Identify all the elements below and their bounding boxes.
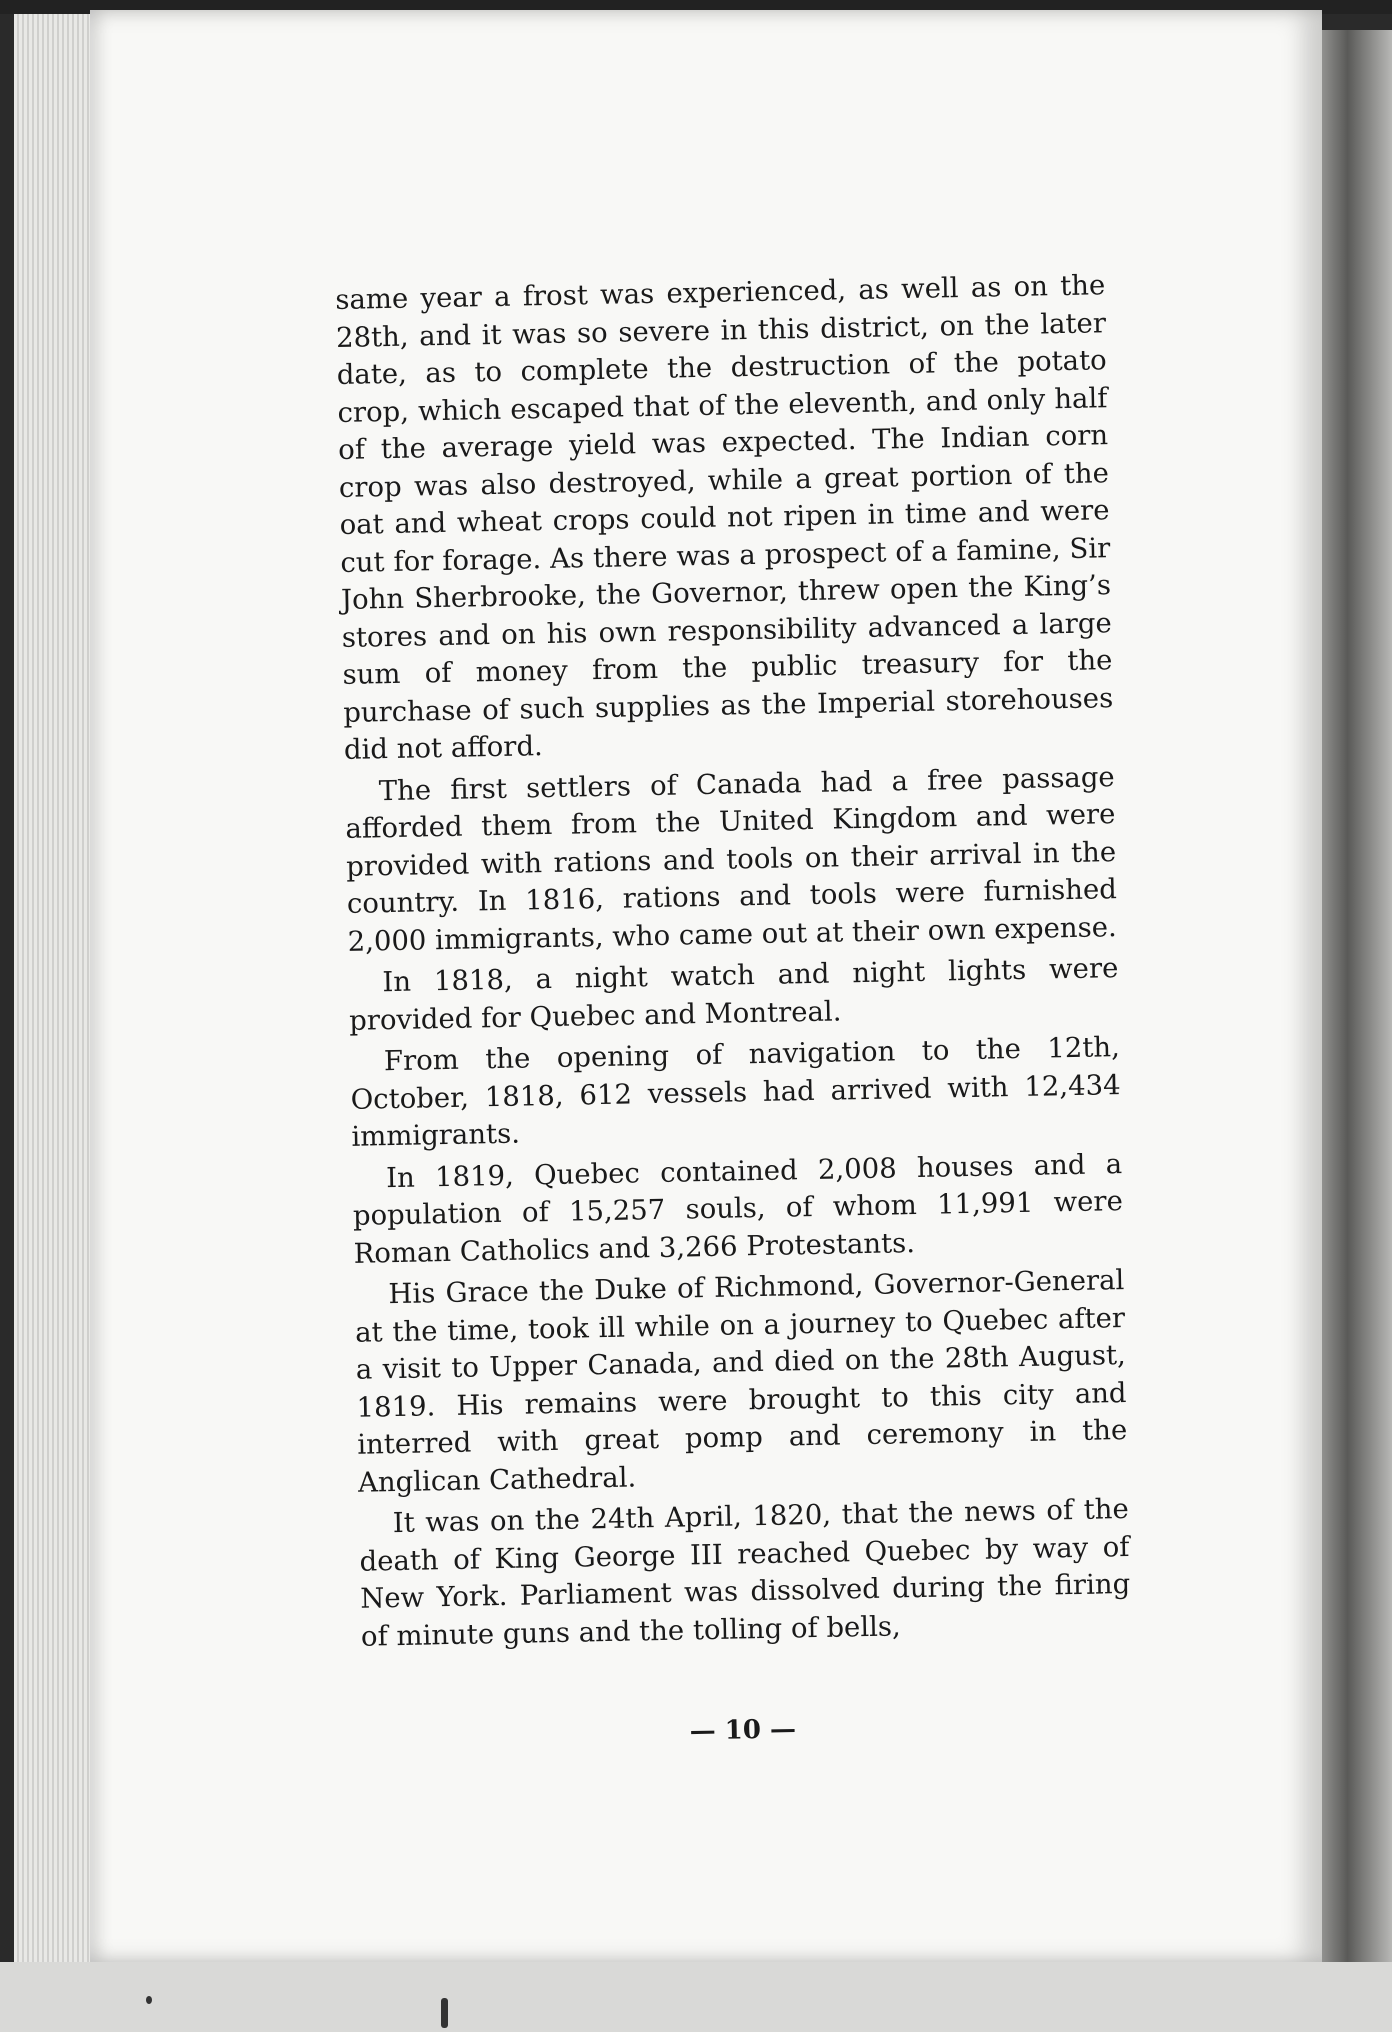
paragraph-night-watch: In 1818, a night watch and night lights were provided for Quebec and Montreal.: [348, 952, 1119, 1037]
paragraph-quebec-population: In 1819, Quebec contained 2,008 houses and a population of 15,257 souls, of whom 11,991 were Roman Catholics and 3,266 Protestants.: [352, 1147, 1124, 1270]
paragraph-duke-of-richmond: His Grace the Duke of Richmond, Governor-General at the time, took ill while on a journey to Quebec after a visit to Upper Canada, and died on the 28th August, 1819. His remains were brought to this city and interred with great pomp and ceremony in the Anglican Cathedral.: [354, 1264, 1128, 1499]
paragraph-first-settlers: The first settlers of Canada had a free passage afforded them from the United Kingdom and were provided with rations and tools on their arrival in the country. In 1816, rations and tools were furnished 2,000 immigrants, who came out at their own expense.: [345, 760, 1118, 958]
paragraph-frost: same year a frost was experienced, as well as on the 28th, and it was so severe in this district, on the later date, as to complete the destruction of the potato crop, which escaped that of the eleventh, and only half of the average yield was expected. The Indian corn crop was also destroyed, while a great portion of the oat and wheat crops could not ripen in time and were cut for forage. As there was a prospect of a famine, Sir John Sherbrooke, the Governor, threw open the King’s stores and on his own responsibility advanced a large sum of money from the public treasury for the purchase of such supplies as the Imperial storehouses did not afford.: [335, 269, 1114, 766]
body-text: [335, 267, 1131, 1747]
paragraph-navigation: From the opening of navigation to the 12th, October, 1818, 612 vessels had arrived with 12,434 immigrants.: [350, 1031, 1121, 1153]
book-page-stack: [14, 14, 94, 1964]
dust-speck: [146, 1996, 152, 2004]
book-spine-shadow: [1318, 30, 1392, 1962]
book-page: [90, 10, 1322, 1962]
paragraph-king-george: It was on the 24th April, 1820, that the news of the death of King George III reached Quebec by way of New York. Parliament was dissolved during the firing of minute guns and the tolling of bells,: [359, 1492, 1131, 1653]
scanner-bottom-edge: [0, 1962, 1392, 2032]
page-number: — 10 —: [689, 1714, 797, 1747]
dust-mark: [441, 1998, 448, 2028]
